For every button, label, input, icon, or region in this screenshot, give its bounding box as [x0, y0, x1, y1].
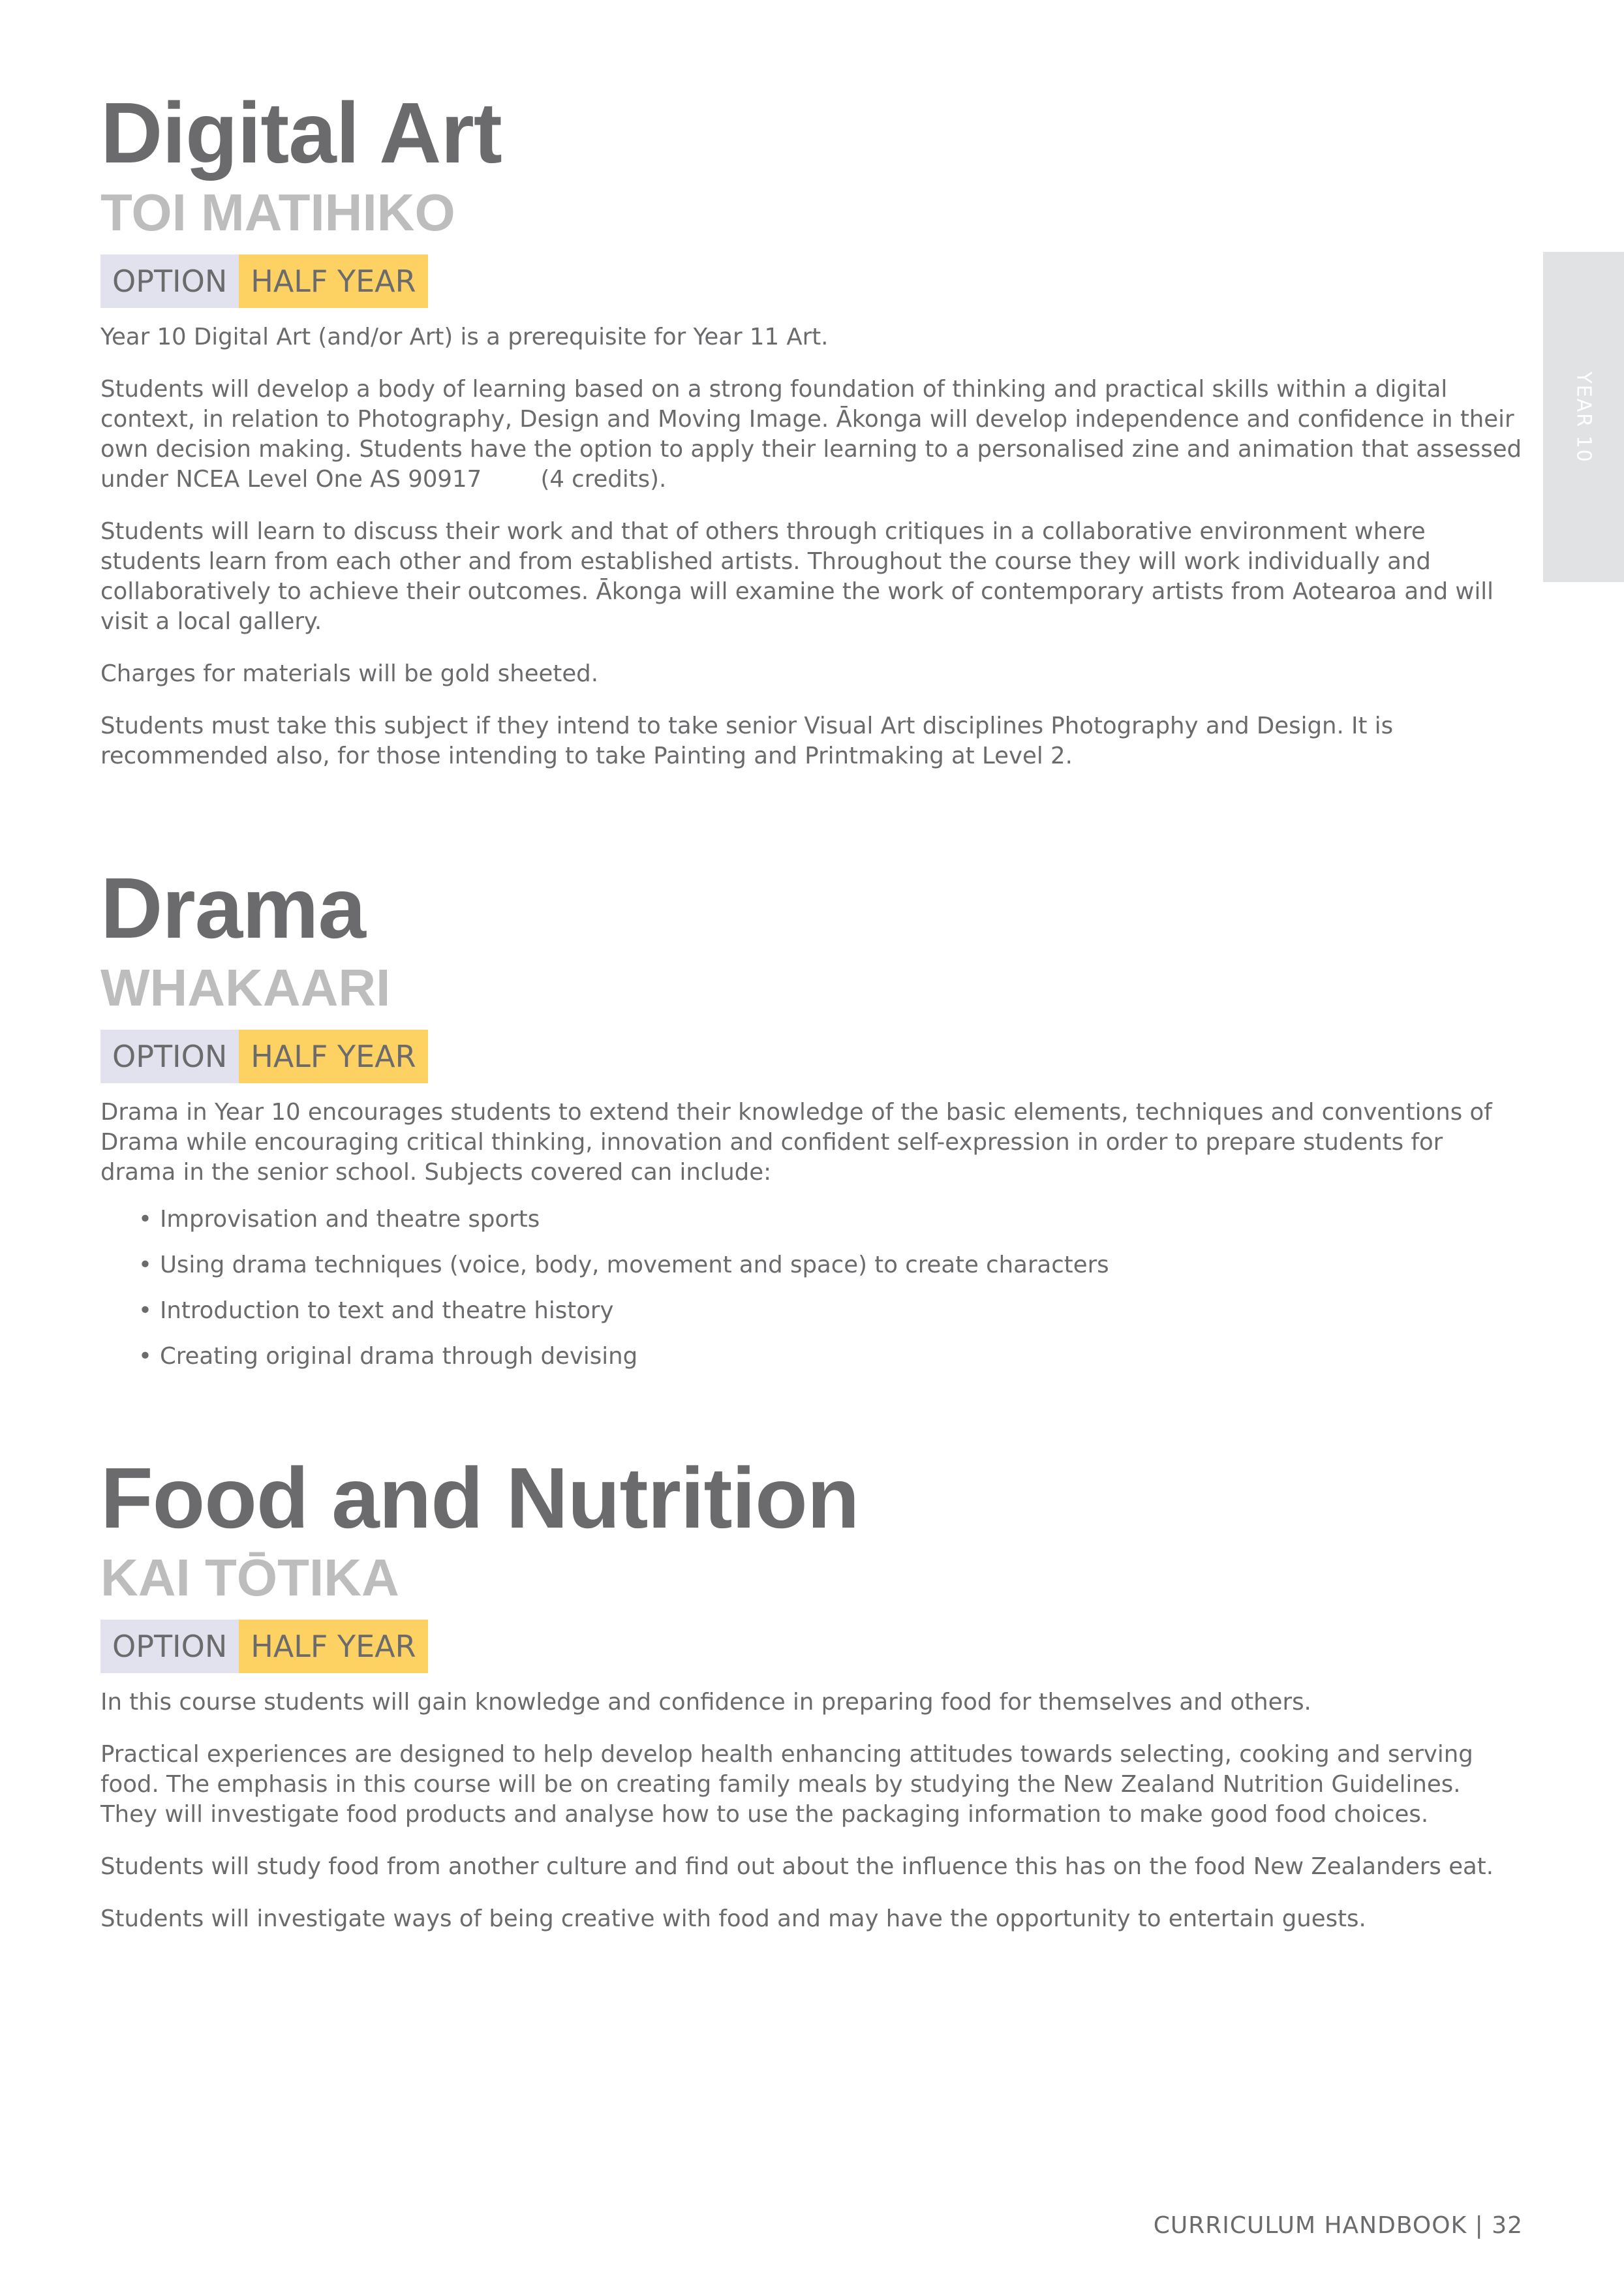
list-item-text: Improvisation and theatre sports — [159, 1206, 540, 1233]
list-item-text: Creating original drama through devising — [159, 1343, 638, 1370]
body-paragraph: Drama in Year 10 encourages students to extend their knowledge of the basic elements, techniques and conventions of Drama while encouraging critical thinking, innovation and confident self-expression in order to prepare students for drama in the senior school. Subjects covered can include: — [100, 1099, 1492, 1186]
section-title: Drama — [100, 860, 365, 956]
section-food-and-nutrition — [100, 1450, 1523, 1934]
list-item — [138, 1342, 1523, 1372]
section-subtitle: KAI TŌTIKA — [100, 1548, 399, 1607]
year-side-tab-label: YEAR 10 — [1572, 371, 1595, 463]
bullet-icon: • — [138, 1343, 152, 1370]
course-tags — [100, 1030, 1523, 1083]
course-tags — [100, 254, 1523, 308]
course-tags — [100, 1620, 1523, 1673]
body-paragraph: Students will learn to discuss their work and that of others through critiques in a collaborative environment where students learn from each other and from established artists. Throughout the course they will work individually and collaboratively to achieve their outcomes. Ākonga will examine the work of contemporary artists from Aotearoa and will visit a local gallery. — [100, 518, 1494, 635]
page-footer: CURRICULUM HANDBOOK | 32 — [1153, 2212, 1523, 2239]
body-paragraph: Students will develop a body of learning based on a strong foundation of thinking and practical skills within a digital context, in relation to Photography, Design and Moving Image. Ākonga will develop independence and confidence in their own decision making. Students have the option to apply their learning to a personalised zine and animation that assessed under NCEA Level One AS 90917 (4 credits). — [100, 376, 1529, 493]
section-subtitle: WHAKAARI — [100, 959, 391, 1017]
body-paragraph: Students will study food from another culture and find out about the influence this has on the food New Zealanders eat. — [100, 1853, 1494, 1880]
topics-list — [100, 1205, 1523, 1372]
body-paragraph: In this course students will gain knowledge and confidence in preparing food for themselves and others. — [100, 1689, 1311, 1716]
body-paragraph: Charges for materials will be gold sheeted. — [100, 660, 598, 687]
bullet-icon: • — [138, 1297, 152, 1324]
section-subtitle: TOI MATIHIKO — [100, 183, 455, 241]
body-paragraph: Practical experiences are designed to help develop health enhancing attitudes towards selecting, cooking and serving food. The emphasis in this course will be on creating family meals by studying the New Zealand Nutrition Guidelines. They will investigate food products and analyse how to use the packaging information to make good food choices. — [100, 1741, 1473, 1828]
half-year-tag: HALF YEAR — [239, 1030, 427, 1083]
body-paragraph: Year 10 Digital Art (and/or Art) is a prerequisite for Year 11 Art. — [100, 324, 829, 350]
option-tag: OPTION — [100, 1620, 239, 1673]
year-side-tab — [1543, 252, 1624, 582]
body-paragraph: Students will investigate ways of being creative with food and may have the opportunity to entertain guests. — [100, 1905, 1366, 1932]
bullet-icon: • — [138, 1206, 152, 1233]
handbook-page — [100, 85, 1529, 1934]
option-tag: OPTION — [100, 254, 239, 308]
half-year-tag: HALF YEAR — [239, 254, 427, 308]
list-item — [138, 1205, 1523, 1235]
section-drama — [100, 860, 1523, 1372]
list-item-text: Introduction to text and theatre history — [159, 1297, 614, 1324]
list-item — [138, 1250, 1523, 1280]
bullet-icon: • — [138, 1252, 152, 1278]
option-tag: OPTION — [100, 1030, 239, 1083]
body-paragraph: Students must take this subject if they intend to take senior Visual Art disciplines Photography and Design. It is recommended also, for those intending to take Painting and Printmaking at Level 2. — [100, 713, 1394, 769]
list-item — [138, 1296, 1523, 1326]
section-digital-art — [100, 85, 1529, 771]
section-title: Digital Art — [100, 85, 502, 181]
section-title: Food and Nutrition — [100, 1450, 859, 1546]
list-item-text: Using drama techniques (voice, body, movement and space) to create characters — [159, 1252, 1109, 1278]
half-year-tag: HALF YEAR — [239, 1620, 427, 1673]
